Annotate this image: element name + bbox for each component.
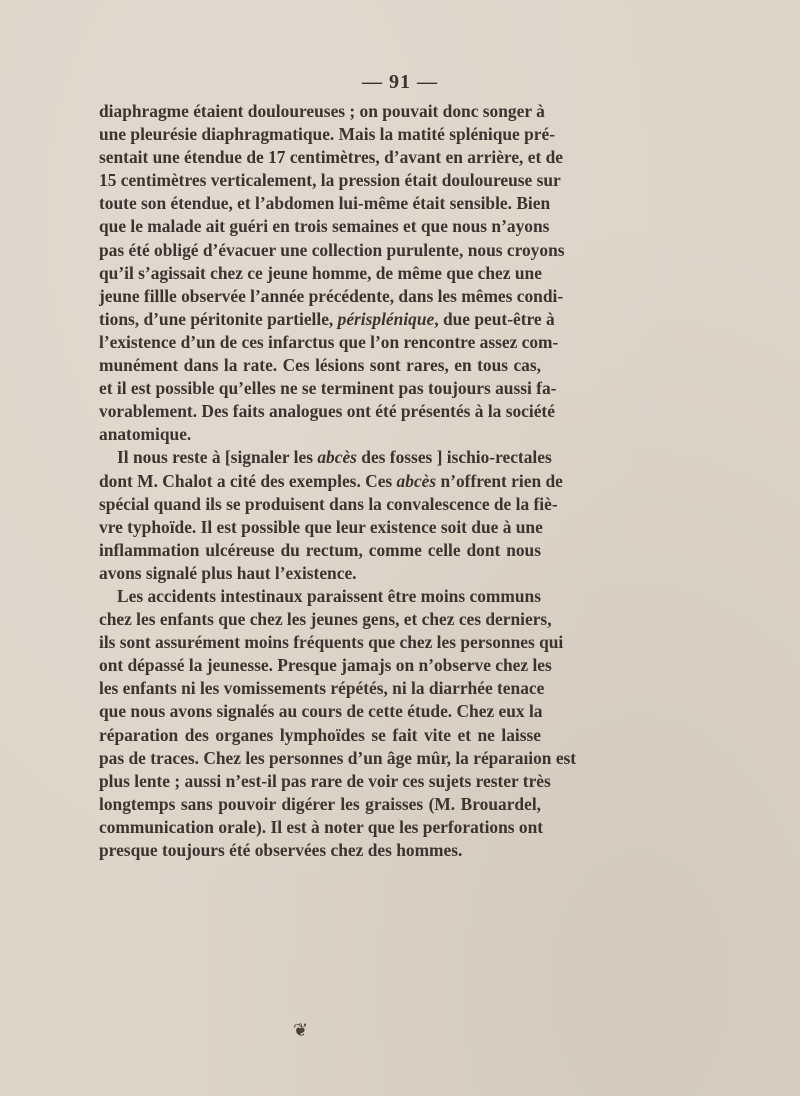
text-line: Les accidents intestinaux paraissent être moins communs (117, 585, 541, 606)
text-line: l’existence d’un de ces infarctus que l’on rencontre assez com- (99, 331, 559, 352)
text-line: ils sont assurément moins fréquents que chez les personnes qui (99, 632, 564, 653)
text-line: chez les enfants que chez les jeunes gens, et chez ces derniers, (99, 609, 552, 630)
text-line: les enfants ni les vomissements répétés, ni la diarrhée tenace (99, 678, 545, 699)
page-number: — 91 — (362, 71, 438, 93)
emphasis: abcès (317, 447, 357, 468)
text-line: longtemps sans pouvoir digérer les graisses (M. Brouardel, (99, 793, 541, 814)
text-line: diaphragme étaient douloureuses ; on pouvait donc songer à (99, 101, 545, 121)
text-line: presque toujours été observées chez des hommes. (99, 840, 463, 860)
text-line: tions, d’une péritonite partielle, périsplénique, due peut-être à (99, 308, 555, 329)
text-line: jeune fillle observée l’année précédente, dans les mêmes condi- (99, 285, 564, 306)
emphasis: abcès (396, 470, 437, 491)
text-line: pas été obligé d’évacuer une collection purulente, nous croyons (99, 239, 565, 260)
text-line: munément dans la rate. Ces lésions sont rares, en tous cas, (99, 355, 541, 376)
text-line: anatomique. (99, 424, 192, 445)
text-line: vre typhoïde. Il est possible que leur existence soit due à une (99, 516, 543, 537)
text-line: vorablement. Des faits analogues ont été présentés à la société (99, 401, 555, 422)
text-line: et il est possible qu’elles ne se terminent pas toujours aussi fa- (99, 378, 557, 399)
text-line: avons signalé plus haut l’existence. (99, 562, 357, 583)
text-line: spécial quand ils se produisent dans la convalescence de la fiè- (99, 493, 558, 514)
text-line: une pleurésie diaphragmatique. Mais la matité splénique pré- (99, 124, 556, 145)
text-line: dont M. Chalot a cité des exemples. Ces abcès n’offrent rien de (99, 470, 563, 491)
text-line: plus lente ; aussi n’est-il pas rare de voir ces sujets rester très (99, 770, 551, 791)
text-line: 15 centimètres verticalement, la pression était douloureuse sur (99, 170, 561, 191)
text-line: ont dépassé la jeunesse. Presque jamajs on n’observe chez les (99, 655, 552, 676)
printer-ornament: ❦ (293, 1020, 309, 1040)
text-line: sentait une étendue de 17 centimètres, d’avant en arrière, et de (99, 147, 563, 168)
text-line: communication orale). Il est à noter que les perforations ont (99, 816, 544, 837)
text-line: réparation des organes lymphoïdes se fait vite et ne laisse (99, 724, 541, 745)
text-line: que nous avons signalés au cours de cette étude. Chez eux la (99, 701, 543, 722)
text-line: pas de traces. Chez les personnes d’un âge mûr, la réparaıion est (99, 747, 577, 768)
text-line: qu’il s’agissait chez ce jeune homme, de même que chez une (99, 262, 542, 283)
text-line: Il nous reste à [signaler les abcès des fosses ] ischio-rectales (117, 447, 552, 468)
text-line: toute son étendue, et l’abdomen lui-même était sensible. Bien (99, 193, 551, 214)
text-line: que le malade ait guéri en trois semaines et que nous n’ayons (99, 216, 550, 237)
emphasis: périsplénique (337, 308, 435, 329)
body-text (99, 100, 577, 862)
text-line: inflammation ulcéreuse du rectum, comme celle dont nous (99, 539, 541, 560)
